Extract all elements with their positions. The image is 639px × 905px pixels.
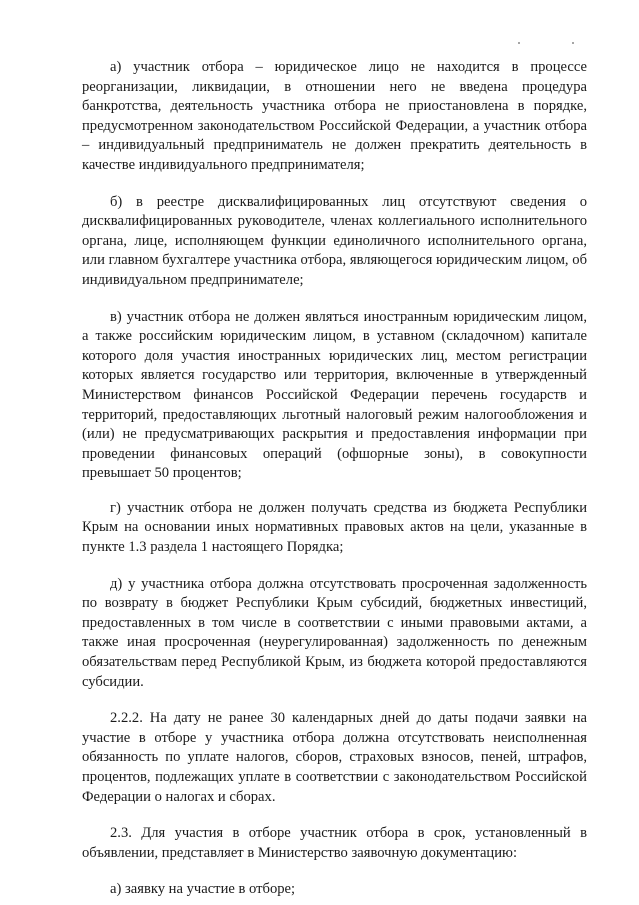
paragraph-v-foreign-entity: в) участник отбора не должен являться иностранным юридическим лицом, а также российским юридическим лицом, в уставном (складочном) капитале которого доля участия иностранных юридических лиц, местом регистрации которых является государство или территория, включенные в утвержденный Министерством финансов Российской Федерации перечень государств и территорий, предоставляющих льготный налоговый режим налогообложения и (или) не предусматривающих раскрытия и предоставления информации при проведении финансовых операций (офшорные зоны), в совокупности превышает 50 процентов; xyxy=(82,308,587,482)
paragraph-a-no-reorganization: а) участник отбора – юридическое лицо не находится в процессе реорганизации, ликвидации, в отношении него не введена процедура банкротства, деятельность участника отбора не приостановлена в порядке, предусмотренном законодательством Российской Федерации, а участник отбора – индивидуальный предприниматель не должен прекратить деятельность в качестве индивидуального предпринимателя; xyxy=(82,59,587,173)
paragraph-a-application: а) заявку на участие в отборе; xyxy=(110,881,296,898)
paragraph-d-overdue-debt: д) у участника отбора должна отсутствовать просроченная задолженность по возврату в бюджет Республики Крым субсидий, бюджетных инвестиций, предоставленных в том числе в соответствии с иными правовыми актами, а также иная просроченная (неурегулированная) задолженность по денежным обязательствам перед Республикой Крым, из бюджета которой предоставляются субсидии. xyxy=(82,575,587,690)
paragraph-2-3-application-docs: 2.3. Для участия в отборе участник отбора в срок, установленный в объявлении, представляет в Министерство заявочную документацию: xyxy=(82,825,587,861)
paragraph-b-disqualified-persons: б) в реестре дисквалифицированных лиц отсутствуют сведения о дисквалифицированных руководителе, членах коллегиального исполнительного органа, лице, исполняющем функции единоличного исполнительного органа, или главном бухгалтере участника отбора, являющегося юридическим лицом, об индивидуальном предпринимателе; xyxy=(82,193,587,288)
paragraph-g-budget-funds: г) участник отбора не должен получать средства из бюджета Республики Крым на основании иных нормативных правовых актов на цели, указанные в пункте 1.3 раздела 1 настоящего Порядка; xyxy=(82,499,587,556)
paragraph-2-2-2-tax-obligations: 2.2.2. На дату не ранее 30 календарных дней до даты подачи заявки на участие в отборе у участника отбора должна отсутствовать неисполненная обязанность по уплате налогов, сборов, страховых взносов, пеней, штрафов, процентов, подлежащих уплате в соответствии с законодательством Российской Федерации о налогах и сборах. xyxy=(82,710,587,805)
document-page xyxy=(82,40,587,900)
